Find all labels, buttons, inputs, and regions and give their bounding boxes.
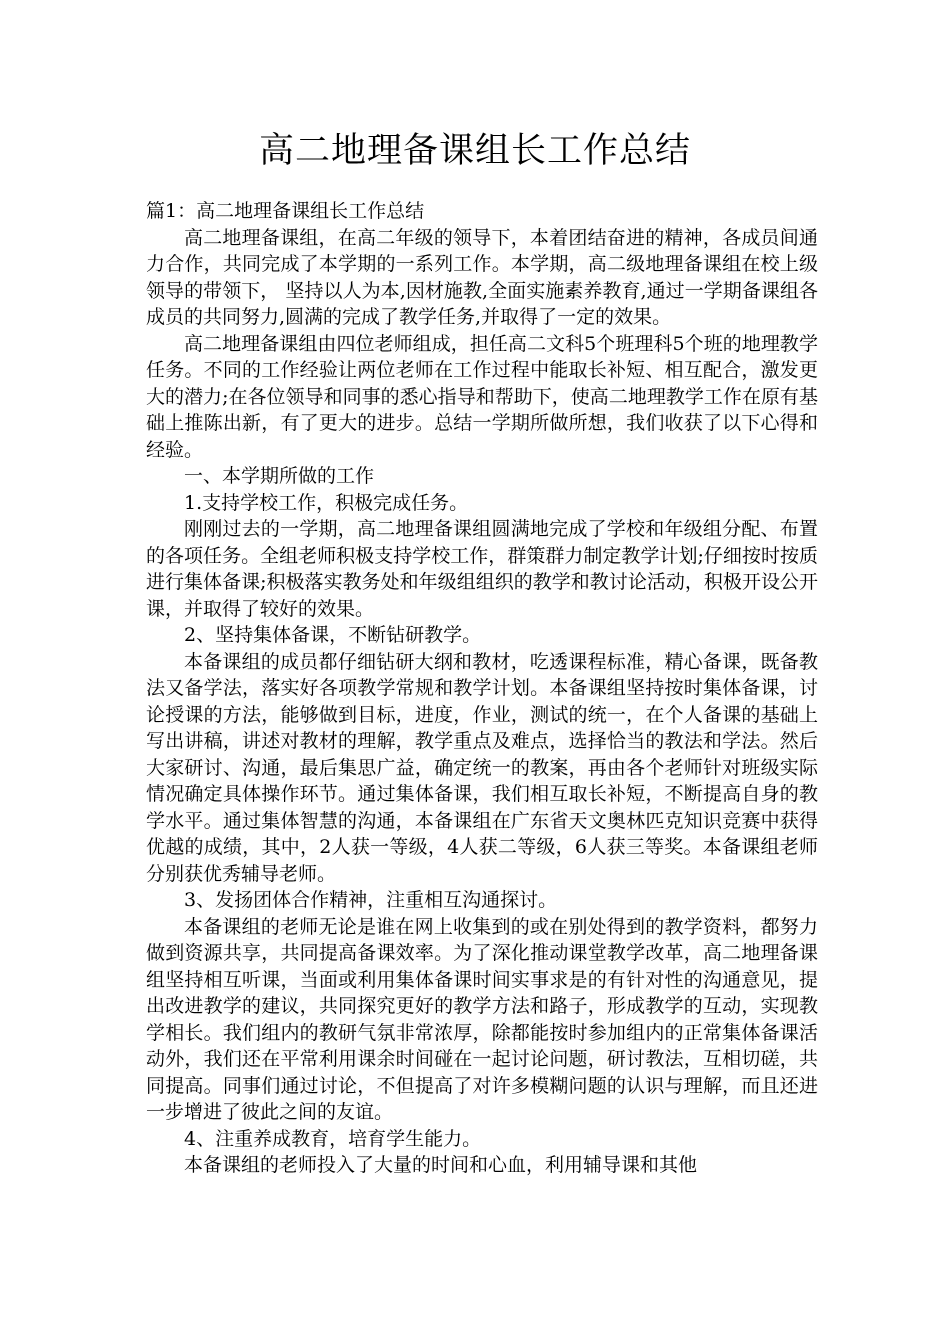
document-paragraph: 本备课组的成员都仔细钻研大纲和教材，吃透课程标准，精心备课，既备教法又备学法，落实好各项教学常规和教学计划。本备课组坚持按时集体备课，讨论授课的方法，能够做到目标，进度，作业，测试的统一，在个人备课的基础上写出讲稿，讲述对教材的理解，教学重点及难点，选择恰当的教法和学法。然后大家研讨、沟通，最后集思广益，确定统一的教案，再由各个老师针对班级实际情况确定具体操作环节。通过集体备课，我们相互取长补短，不断提高自身的教学水平。通过集体智慧的沟通，本备课组在广东省天文奥林匹克知识竞赛中获得优越的成绩，其中，2人获一等级，4人获二等级，6人获三等奖。本备课组老师分别获优秀辅导老师。	[146, 650, 818, 885]
document-paragraph: 高二地理备课组，在高二年级的领导下，本着团结奋进的精神，各成员间通力合作，共同完成了本学期的一系列工作。本学期，高二级地理备课组在校上级领导的带领下， 坚持以人为本,因材施教,全面实施素养教育,通过一学期备课组各成员的共同努力,圆满的完成了教学任务,并取得了一定的效果。	[146, 226, 818, 328]
section-heading: 篇1：高二地理备课组长工作总结	[146, 200, 425, 222]
document-paragraph: 1.支持学校工作，积极完成任务。	[184, 491, 469, 514]
document-paragraph: 2、坚持集体备课，不断钻研教学。	[184, 624, 482, 646]
document-paragraph: 一、本学期所做的工作	[184, 465, 375, 487]
document-title: 高二地理备课组长工作总结	[258, 131, 691, 171]
document-body	[146, 198, 818, 1179]
document-paragraph: 本备课组的老师投入了大量的时间和心血，利用辅导课和其他	[184, 1154, 698, 1176]
document-paragraph: 3、发扬团体合作精神，注重相互沟通探讨。	[184, 889, 558, 911]
document-paragraph: 高二地理备课组由四位老师组成，担任高二文科5个班理科5个班的地理教学任务。不同的工作经验让两位老师在工作过程中能取长补短、相互配合，激发更大的潜力;在各位领导和同事的悉心指导和帮助下，使高二地理教学工作在原有基础上推陈出新，有了更大的进步。总结一学期所做所想，我们收获了以下心得和经验。	[146, 332, 818, 461]
document-paragraph: 4、注重养成教育，培育学生能力。	[184, 1127, 482, 1150]
document-paragraph: 本备课组的老师无论是谁在网上收集到的或在别处得到的教学资料，都努力做到资源共享，共同提高备课效率。为了深化推动课堂教学改革，高二地理备课组坚持相互听课，当面或利用集体备课时间实事求是的有针对性的沟通意见，提出改进教学的建议，共同探究更好的教学方法和路子，形成教学的互动，实现教学相长。我们组内的教研气氛非常浓厚，除都能按时参加组内的正常集体备课活动外，我们还在平常利用课余时间碰在一起讨论问题，研讨教法，互相切磋，共同提高。同事们通过讨论，不但提高了对许多模糊问题的认识与理解，而且还进一步增进了彼此之间的友谊。	[146, 915, 818, 1123]
document-paragraph: 刚刚过去的一学期，高二地理备课组圆满地完成了学校和年级组分配、布置的各项任务。全组老师积极支持学校工作，群策群力制定教学计划;仔细按时按质进行集体备课;积极落实教务处和年级组组织的教学和教讨论活动，积极开设公开课，并取得了较好的效果。	[146, 518, 818, 620]
